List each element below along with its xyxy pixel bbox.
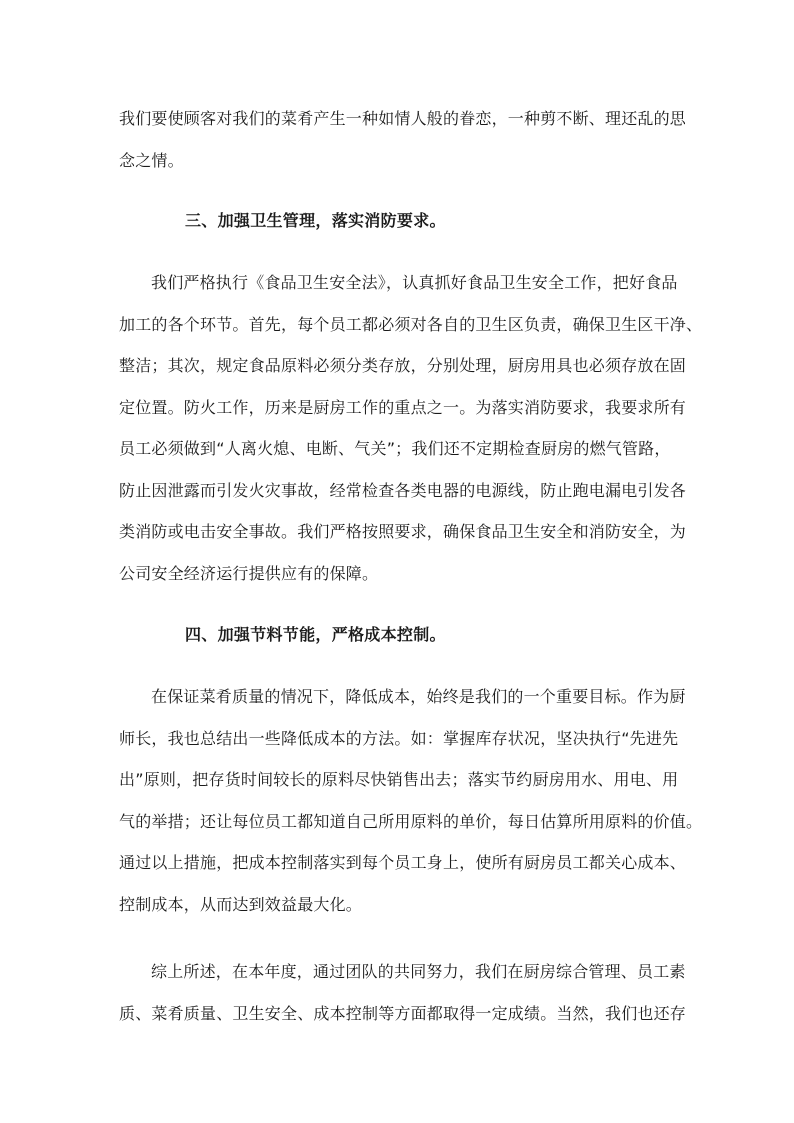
paragraph-line: 防止因泄露而引发火灾事故，经常检查各类电器的电源线，防止跑电漏电引发各: [119, 480, 687, 500]
summary-paragraph: [119, 951, 687, 1034]
paragraph-line: 员工必须做到“人离火熄、电断、气关”；我们还不定期检查厨房的燃气管路，: [119, 439, 671, 458]
section-three-heading: 三、加强卫生管理，落实消防要求。: [185, 211, 446, 230]
paragraph-line: 质、菜肴质量、卫生安全、成本控制等方面都取得一定成绩。当然，我们也还存: [119, 1003, 687, 1023]
paragraph-line: 气的举措；还让每位员工都知道自己所用原料的单价，每日估算所用原料的价值。: [119, 811, 703, 831]
paragraph-line: 类消防或电击安全事故。我们严格按照要求，确保食品卫生安全和消防安全，为: [119, 522, 687, 541]
paragraph-line: 我们要使顾客对我们的菜肴产生一种如情人般的眷恋，一种剪不断、理还乱的思: [119, 109, 687, 128]
section-three-paragraph: [119, 262, 703, 594]
paragraph-line: 控制成本，从而达到效益最大化。: [119, 894, 363, 914]
intro-paragraph: [119, 98, 687, 181]
paragraph-line: 综上所述，在本年度，通过团队的共同努力，我们在厨房综合管理、员工素: [151, 962, 686, 981]
paragraph-line: 公司安全经济运行提供应有的保障。: [119, 563, 379, 583]
paragraph-line: 我们严格执行《食品卫生安全法》，认真抓好食品卫生安全工作，把好食品: [151, 273, 678, 292]
paragraph-line: 加工的各个环节。首先，每个员工都必须对各自的卫生区负责，确保卫生区干净、: [119, 314, 703, 334]
paragraph-line: 定位置。防火工作，历来是厨房工作的重点之一。为落实消防要求，我要求所有: [119, 397, 687, 417]
paragraph-line: 念之情。: [119, 150, 184, 170]
paragraph-line: 整洁；其次，规定食品原料必须分类存放，分别处理，厨房用具也必须存放在固: [119, 356, 687, 375]
paragraph-line: 师长，我也总结出一些降低成本的方法。如：掌握库存状况，坚决执行“先进先: [119, 728, 679, 748]
section-four-paragraph: [119, 676, 703, 925]
paragraph-line: 通过以上措施，把成本控制落实到每个员工身上，使所有厨房员工都关心成本、: [119, 853, 687, 872]
paragraph-line: 出”原则，把存货时间较长的原料尽快销售出去；落实节约厨房用水、用电、用: [119, 770, 679, 789]
paragraph-line: 在保证菜肴质量的情况下，降低成本，始终是我们的一个重要目标。作为厨: [151, 687, 686, 706]
section-four-heading: 四、加强节料节能，严格成本控制。: [185, 625, 446, 644]
